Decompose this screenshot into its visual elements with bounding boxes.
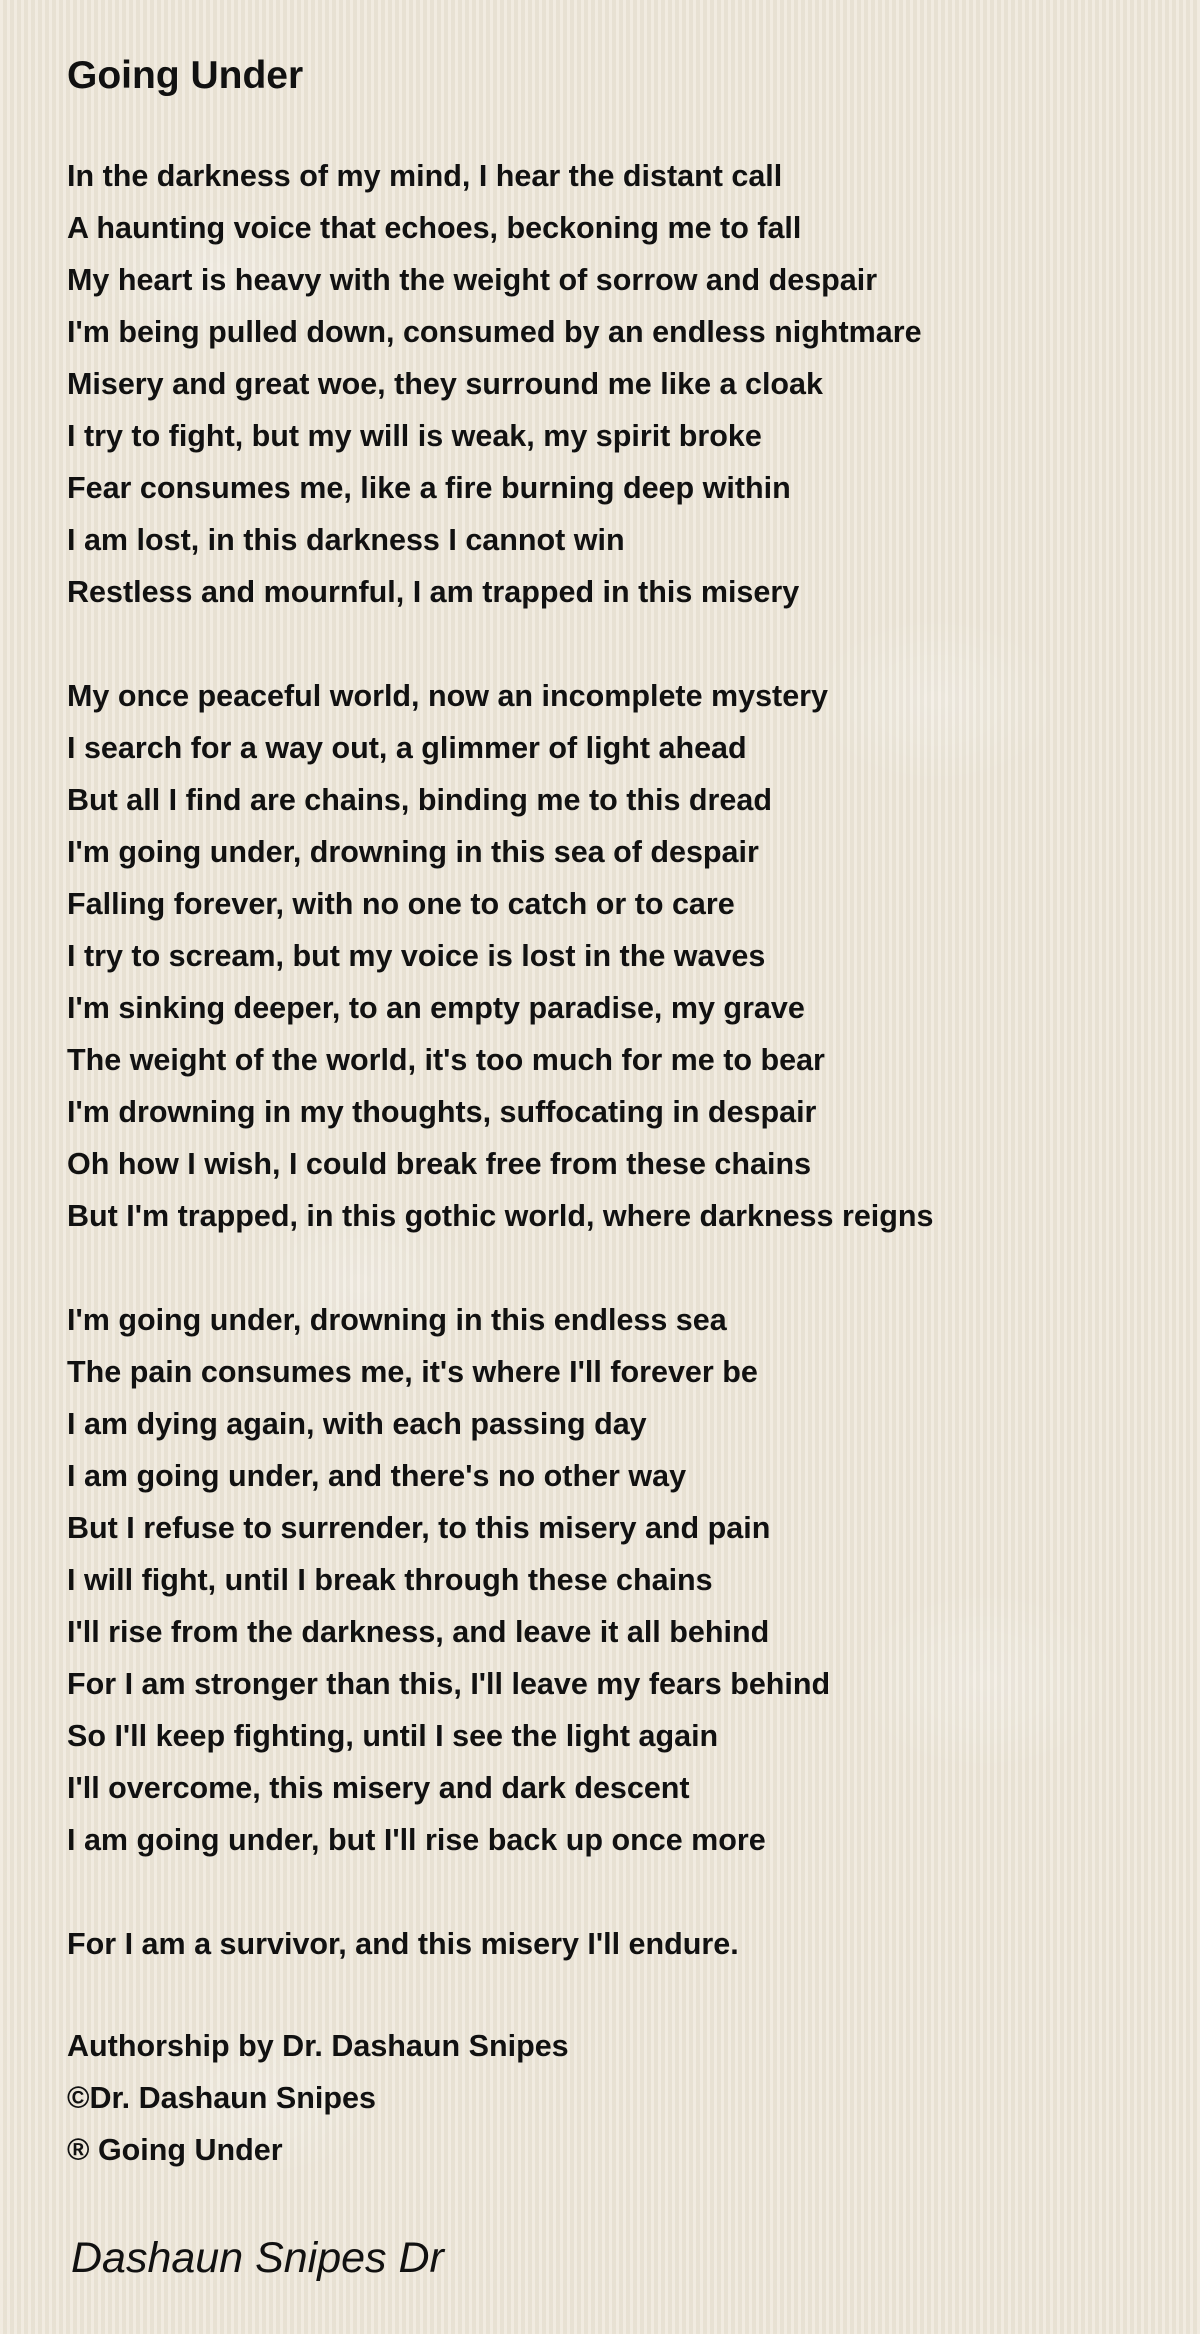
poem-line: My heart is heavy with the weight of sorrow and despair <box>67 263 878 297</box>
poem-line: I'm sinking deeper, to an empty paradise, my grave <box>67 991 805 1025</box>
stanza <box>67 1918 933 1970</box>
poem-body <box>67 150 933 2022</box>
poem-line: I'm being pulled down, consumed by an endless nightmare <box>67 315 922 349</box>
poem-line: A haunting voice that echoes, beckoning me to fall <box>67 211 802 245</box>
poem-line: I try to fight, but my will is weak, my spirit broke <box>67 419 762 453</box>
poem-line: I'm going under, drowning in this sea of despair <box>67 835 759 869</box>
poem-line: For I am stronger than this, I'll leave my fears behind <box>67 1667 831 1701</box>
poem-line: Fear consumes me, like a fire burning deep within <box>67 471 791 505</box>
poem-line: I try to scream, but my voice is lost in the waves <box>67 939 766 973</box>
poem-line: Falling forever, with no one to catch or to care <box>67 887 735 921</box>
poem-line: Restless and mournful, I am trapped in this misery <box>67 575 800 609</box>
poem-line: The weight of the world, it's too much for me to bear <box>67 1043 825 1077</box>
poem-line: I'll rise from the darkness, and leave it all behind <box>67 1615 770 1649</box>
stanza <box>67 670 933 1242</box>
credits <box>67 2020 569 2176</box>
poem-line: But I'm trapped, in this gothic world, where darkness reigns <box>67 1199 934 1233</box>
poem-line: I am dying again, with each passing day <box>67 1407 647 1441</box>
poem-line: I search for a way out, a glimmer of light ahead <box>67 731 747 765</box>
authorship-line: Authorship by Dr. Dashaun Snipes <box>67 2029 569 2063</box>
poem-line: I am going under, and there's no other way <box>67 1459 687 1493</box>
poem-line: I am lost, in this darkness I cannot win <box>67 523 625 557</box>
poem-line: So I'll keep fighting, until I see the light again <box>67 1719 719 1753</box>
poem-line: I'll overcome, this misery and dark descent <box>67 1771 690 1805</box>
poem-line: I am going under, but I'll rise back up once more <box>67 1823 766 1857</box>
author-signature: Dashaun Snipes Dr <box>71 2234 444 2282</box>
poem-line: For I am a survivor, and this misery I'll endure. <box>67 1927 739 1961</box>
poem-line: But I refuse to surrender, to this misery and pain <box>67 1511 771 1545</box>
stanza <box>67 150 933 618</box>
poem-line: In the darkness of my mind, I hear the distant call <box>67 159 783 193</box>
copyright-line: ©Dr. Dashaun Snipes <box>67 2081 376 2115</box>
poem-line: Oh how I wish, I could break free from these chains <box>67 1147 812 1181</box>
poem-line: Misery and great woe, they surround me like a cloak <box>67 367 823 401</box>
poem-line: My once peaceful world, now an incomplete mystery <box>67 679 828 713</box>
poem-line: I'm going under, drowning in this endless sea <box>67 1303 727 1337</box>
poem-line: The pain consumes me, it's where I'll forever be <box>67 1355 758 1389</box>
poem-line: I'm drowning in my thoughts, suffocating in despair <box>67 1095 817 1129</box>
poem-title: Going Under <box>67 54 304 97</box>
poem-line: I will fight, until I break through these chains <box>67 1563 713 1597</box>
poem-line: But all I find are chains, binding me to this dread <box>67 783 772 817</box>
stanza <box>67 1294 933 1866</box>
registered-line: ® Going Under <box>67 2133 283 2167</box>
